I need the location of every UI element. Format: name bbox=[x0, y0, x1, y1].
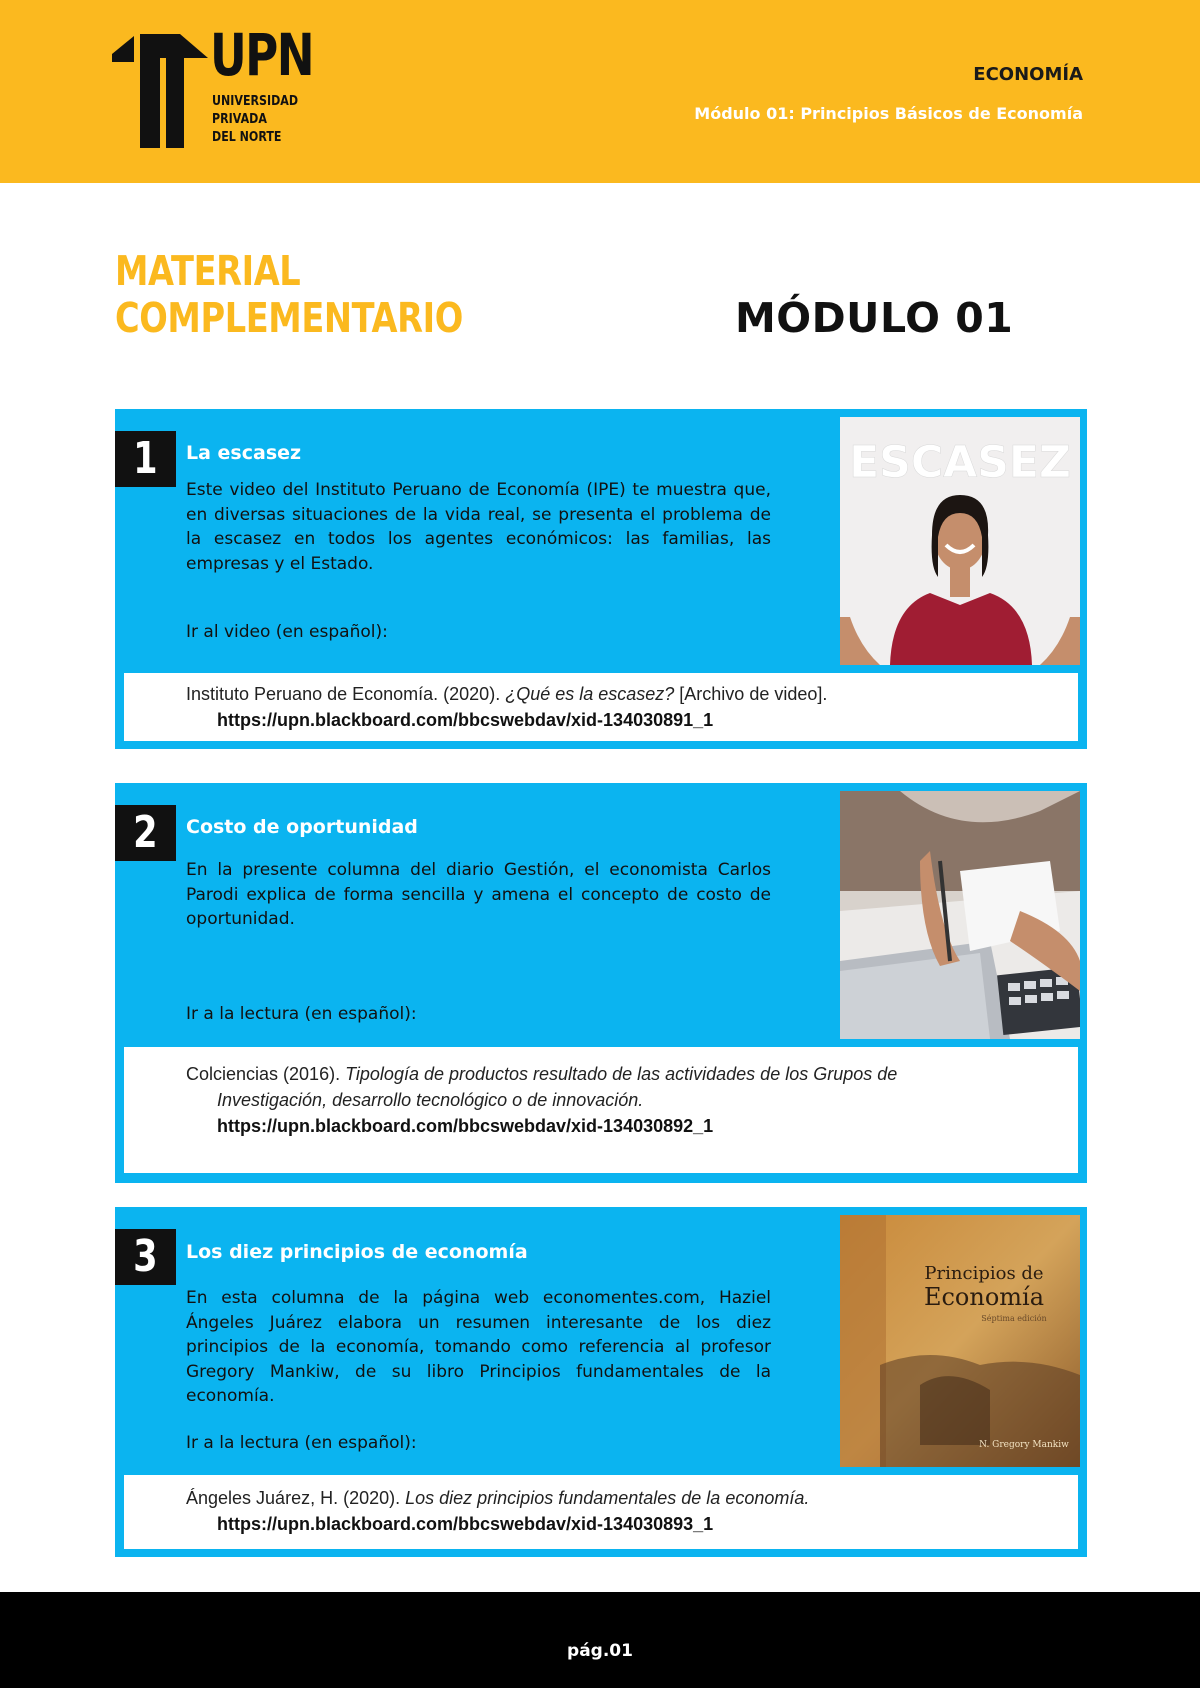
logo-wordmark: UPN bbox=[210, 21, 314, 89]
reference-text: Instituto Peruano de Economía. (2020). ¿Qué es la escasez? [Archivo de video]. https://upn.blackboard.com/bbcswebdav/xid-134030891_1 bbox=[186, 681, 1066, 733]
svg-text:N. Gregory Mankiw: N. Gregory Mankiw bbox=[979, 1440, 1069, 1450]
resource-card-1 bbox=[115, 409, 1087, 749]
svg-text:Séptima edición: Séptima edición bbox=[981, 1314, 1047, 1323]
page-footer bbox=[0, 1592, 1200, 1688]
module-title: MÓDULO 01 bbox=[735, 294, 1014, 342]
card-title: La escasez bbox=[186, 442, 302, 464]
opportunity-cost-image[interactable] bbox=[840, 791, 1080, 1039]
go-to-video-label: Ir al video (en español): bbox=[186, 622, 388, 642]
card-description: En la presente columna del diario Gestión, el economista Carlos Parodi explica de forma sencilla y amena el concepto de costo de oportunidad. bbox=[186, 860, 771, 929]
resource-card-2 bbox=[115, 783, 1087, 1183]
opportunity-cost-reading-link[interactable]: https://upn.blackboard.com/bbcswebdav/xid-134030892_1 bbox=[217, 1116, 714, 1136]
scarcity-video-thumbnail[interactable] bbox=[840, 417, 1080, 665]
economics-book-cover[interactable] bbox=[840, 1215, 1080, 1467]
reference-box bbox=[124, 673, 1078, 741]
ten-principles-reading-link[interactable]: https://upn.blackboard.com/bbcswebdav/xid-134030893_1 bbox=[217, 1514, 714, 1534]
card-title: Los diez principios de economía bbox=[186, 1241, 528, 1263]
card-description: En esta columna de la página web economentes.com, Haziel Ángeles Juárez elabora un resumen interesante de los diez principios de la economía, tomando como referencia al profesor Gregory Mankiw, de su libro Principios fundamentales de la economía. bbox=[186, 1288, 771, 1406]
woman-smiling-image bbox=[840, 417, 1080, 665]
page-title: MATERIAL COMPLEMENTARIO bbox=[115, 247, 463, 342]
card-number: 3 bbox=[115, 1229, 176, 1285]
book-cover-image bbox=[840, 1215, 1080, 1467]
reference-box bbox=[124, 1047, 1078, 1173]
scarcity-video-link[interactable]: https://upn.blackboard.com/bbcswebdav/xid-134030891_1 bbox=[217, 710, 714, 730]
card-number: 2 bbox=[115, 805, 176, 861]
card-description: Este video del Instituto Peruano de Economía (IPE) te muestra que, en diversas situaciones de la vida real, se presenta el problema de la escasez en todos los agentes económicos: las familias, las empresas y el Estado. bbox=[186, 480, 771, 574]
upn-arrow-logo-icon bbox=[112, 32, 208, 148]
logo-subtitle: UNIVERSIDAD PRIVADA DEL NORTE bbox=[212, 93, 299, 145]
svg-text:Principios de: Principios de bbox=[924, 1263, 1044, 1284]
course-name: ECONOMÍA bbox=[973, 64, 1083, 85]
page-number: pág.01 bbox=[567, 1641, 633, 1661]
svg-text:Economía: Economía bbox=[923, 1283, 1045, 1311]
thumbnail-caption: ESCASEZ bbox=[849, 437, 1071, 488]
reference-text: Ángeles Juárez, H. (2020). Los diez principios fundamentales de la economía. https://upn.blackboard.com/bbcswebdav/xid-134030893_1 bbox=[186, 1485, 1066, 1537]
reference-text: Colciencias (2016). Tipología de productos resultado de las actividades de los Grupos de Investigación, desarrollo tecnológico o de innovación. https://upn.blackboard.com/bbcswebdav/xid-134030892_1 bbox=[186, 1061, 1066, 1139]
card-title: Costo de oportunidad bbox=[186, 816, 418, 838]
reference-box bbox=[124, 1475, 1078, 1549]
upn-logo bbox=[112, 21, 314, 152]
page-header bbox=[0, 0, 1200, 183]
calculator-desk-image bbox=[840, 791, 1080, 1039]
resource-card-3 bbox=[115, 1207, 1087, 1557]
card-number: 1 bbox=[115, 431, 176, 487]
go-to-reading-label: Ir a la lectura (en español): bbox=[186, 1433, 417, 1453]
module-subtitle: Módulo 01: Principios Básicos de Economía bbox=[694, 104, 1083, 123]
go-to-reading-label: Ir a la lectura (en español): bbox=[186, 1004, 417, 1024]
